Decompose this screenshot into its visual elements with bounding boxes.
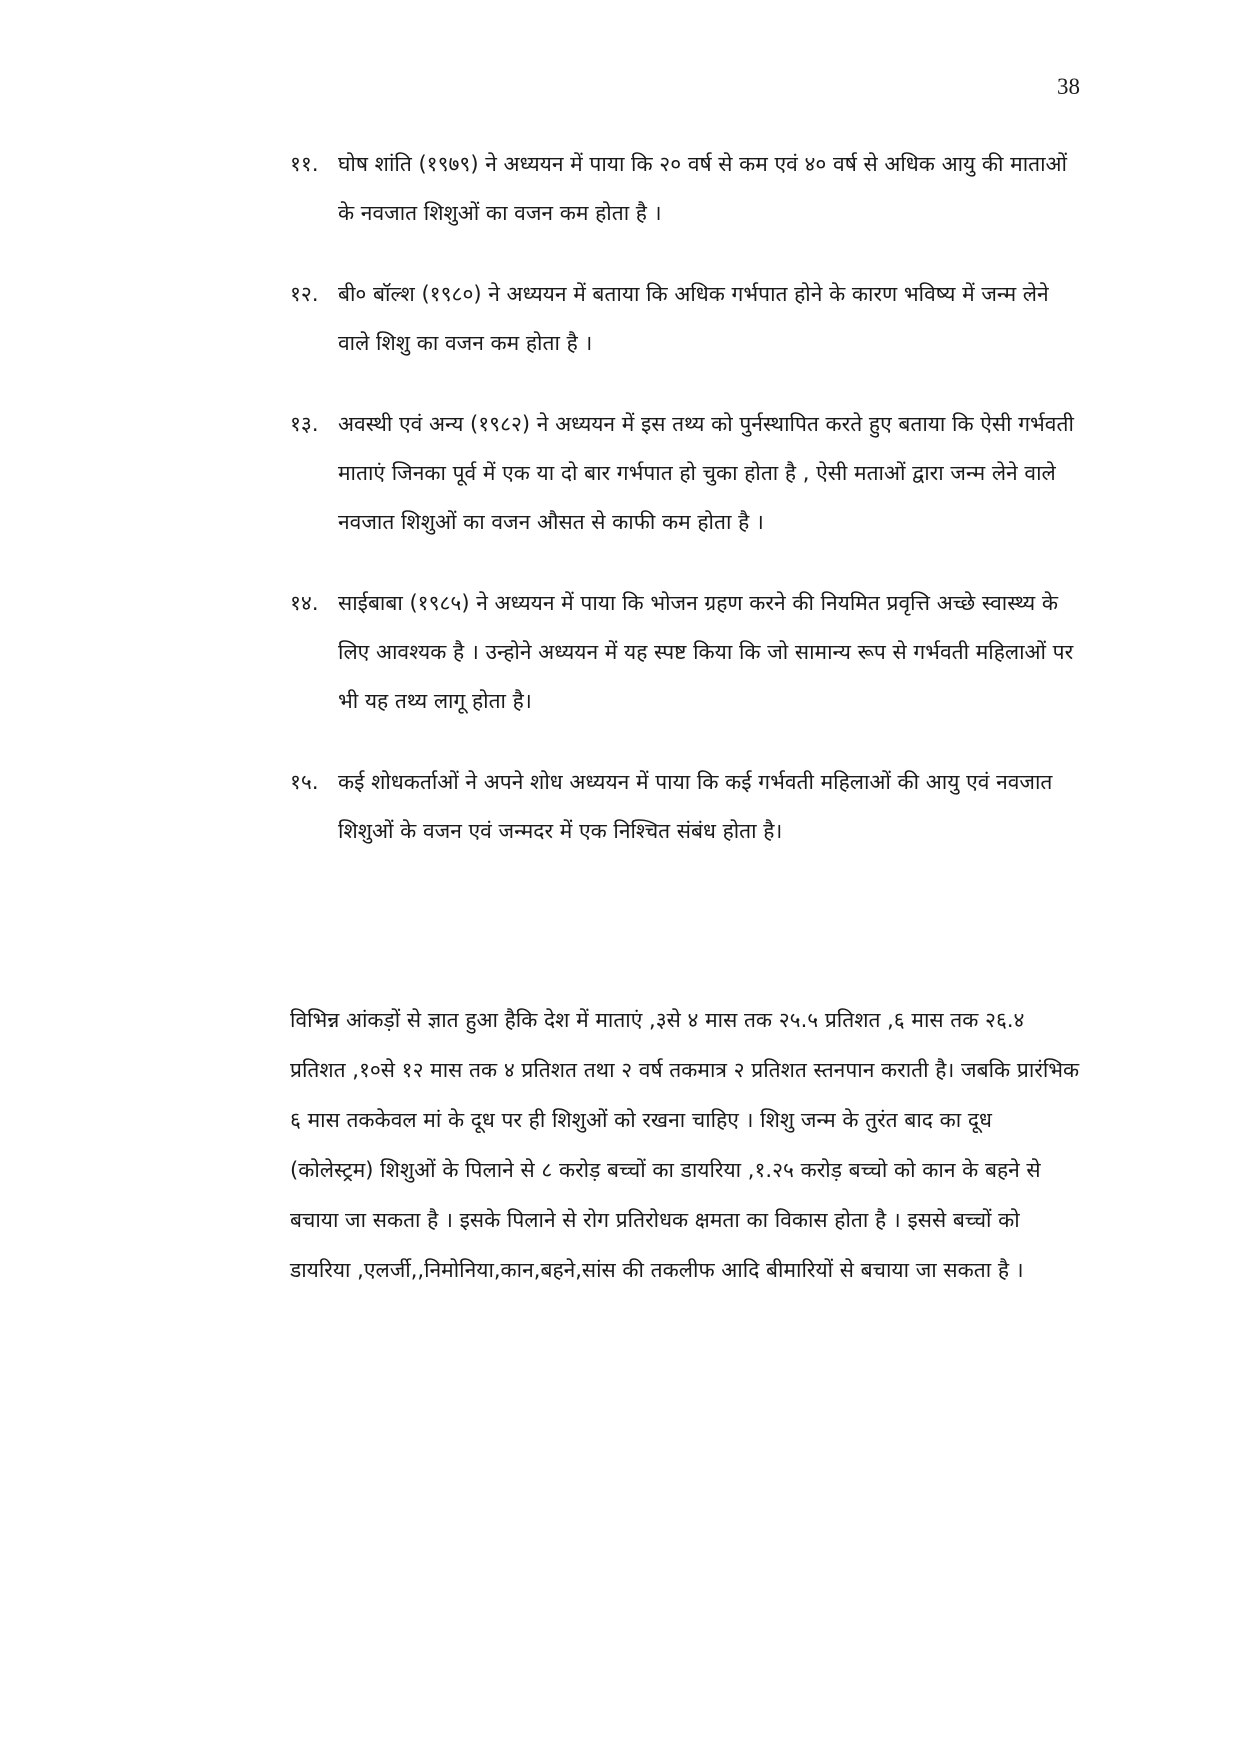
list-item	[290, 579, 1080, 726]
list-item-number: १३.	[290, 412, 319, 436]
page-number: 38	[1057, 74, 1080, 99]
list-item	[290, 270, 1080, 368]
numbered-list	[290, 140, 1080, 888]
list-item	[290, 758, 1080, 856]
list-item-text: साईबाबा (१९८५) ने अध्ययन में पाया कि भोजन ग्रहण करने की नियमित प्रवृत्ति अच्छे स्वास्थ्य के लिए आवश्यक है । उन्होने अध्ययन में यह स्पष्ट किया कि जो सामान्य रूप से गर्भवती महिलाओं पर भी यह तथ्य लागू होता है।	[338, 591, 1074, 713]
list-item	[290, 400, 1080, 547]
list-item-text: घोष शांति (१९७९) ने अध्ययन में पाया कि २० वर्ष से कम एवं ४० वर्ष से अधिक आयु की माताओं के नवजात शिशुओं का वजन कम होता है ।	[338, 152, 1068, 225]
list-item-text: बी० बॉल्श (१९८०) ने अध्ययन में बताया कि अधिक गर्भपात होने के कारण भविष्य में जन्म लेने वाले शिशु का वजन कम होता है ।	[338, 282, 1049, 355]
list-item-number: ११.	[290, 152, 319, 176]
list-item-text: कई शोधकर्ताओं ने अपने शोध अध्ययन में पाया कि कई गर्भवती महिलाओं की आयु एवं नवजात शिशुओं के वजन एवं जन्मदर में एक निश्चित संबंध होता है।	[338, 770, 1053, 843]
list-item-text: अवस्थी एवं अन्य (१९८२) ने अध्ययन में इस तथ्य को पुर्नस्थापित करते हुए बताया कि ऐसी गर्भवती माताएं जिनका पूर्व में एक या दो बार गर्भपात हो चुका होता है , ऐसी मताओं द्वारा जन्म लेने वाले नवजात शिशुओं का वजन औसत से काफी कम होता है ।	[338, 412, 1074, 534]
list-item-number: १५.	[290, 770, 319, 794]
list-item-number: १४.	[290, 591, 319, 615]
list-item	[290, 140, 1080, 238]
list-item-number: १२.	[290, 282, 319, 306]
body-paragraph: विभिन्न आंकड़ों से ज्ञात हुआ हैकि देश में माताएं ,३से ४ मास तक २५.५ प्रतिशत ,६ मास तक २६.४ प्रतिशत ,१०से १२ मास तक ४ प्रतिशत तथा २ वर्ष तकमात्र २ प्रतिशत स्तनपान कराती है। जबकि प्रारंभिक ६ मास तककेवल मां के दूध पर ही शिशुओं को रखना चाहिए । शिशु जन्म के तुरंत बाद का दूध (कोलेस्ट्रम) शिशुओं के पिलाने से ८ करोड़ बच्चों का डायरिया ,१.२५ करोड़ बच्चो को कान के बहने से बचाया जा सकता है । इसके पिलाने से रोग प्रतिरोधक क्षमता का विकास होता है । इससे बच्चों को डायरिया ,एलर्जी,,निमोनिया,कान,बहने,सांस की तकलीफ आदि बीमारियों से बचाया जा सकता है ।	[290, 1008, 1080, 1282]
